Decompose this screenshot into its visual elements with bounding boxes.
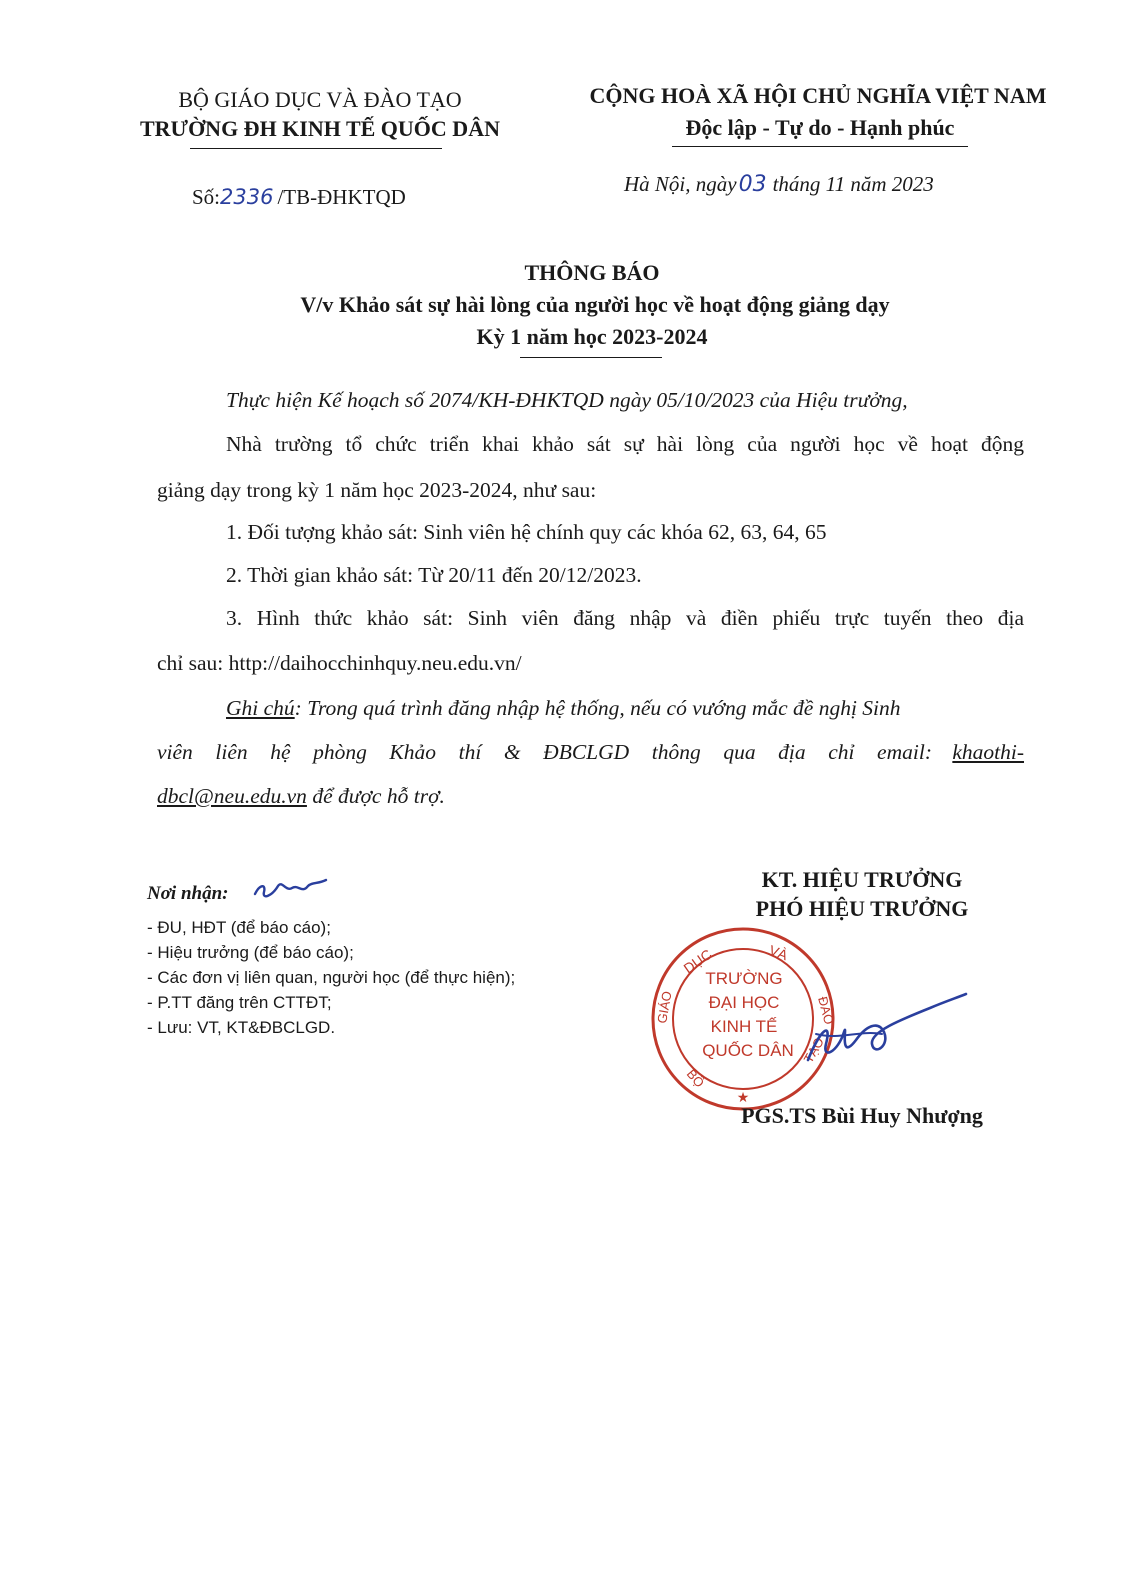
motto-underline bbox=[672, 146, 968, 147]
note-label: Ghi chú bbox=[226, 696, 295, 720]
signature-title-1: KT. HIỆU TRƯỞNG bbox=[761, 867, 963, 892]
recipient-item: - Lưu: VT, KT&ĐBCLGD. bbox=[147, 1018, 336, 1037]
seal-line: ĐẠI HỌC bbox=[708, 993, 780, 1012]
note-line-2-text: viên liên hệ phòng Khảo thí & ĐBCLGD thông qua địa chỉ email: bbox=[157, 740, 932, 764]
national-motto: Độc lập - Tự do - Hạnh phúc bbox=[685, 115, 955, 140]
email-link-part-1[interactable]: khaothi- bbox=[952, 740, 1024, 764]
date-prefix: Hà Nội, ngày bbox=[624, 172, 737, 196]
note-line-1-text: : Trong quá trình đăng nhập hệ thống, nếu có vướng mắc đề nghị Sinh bbox=[294, 696, 901, 720]
list-item-3-line-1: 3. Hình thức khảo sát: Sinh viên đăng nhập và điền phiếu trực tuyến theo địa bbox=[226, 606, 1024, 630]
document-date bbox=[624, 172, 934, 197]
document-number bbox=[192, 185, 406, 210]
para-line-2: giảng dạy trong kỳ 1 năm học 2023-2024, như sau: bbox=[157, 478, 597, 502]
svg-text:ĐÀO: ĐÀO bbox=[815, 994, 837, 1026]
svg-text:BỘ: BỘ bbox=[683, 1066, 708, 1091]
note-line-3-text: để được hỗ trợ. bbox=[306, 784, 445, 808]
recipients-label: Nơi nhận: bbox=[147, 883, 229, 904]
handwritten-signature bbox=[780, 990, 970, 1070]
date-month-year: tháng 11 năm 2023 bbox=[772, 172, 934, 196]
list-item-2: 2. Thời gian khảo sát: Từ 20/11 đến 20/12/2023. bbox=[226, 563, 642, 587]
notice-subject: V/v Khảo sát sự hài lòng của người học về hoạt động giảng dạy bbox=[300, 292, 890, 317]
note-line-3 bbox=[157, 784, 445, 809]
svg-text:TẠO: TẠO bbox=[800, 1034, 827, 1066]
list-item-1: 1. Đối tượng khảo sát: Sinh viên hệ chính quy các khóa 62, 63, 64, 65 bbox=[226, 520, 827, 544]
svg-text:DỤC: DỤC bbox=[680, 945, 715, 977]
date-day-handwritten: 03 bbox=[738, 172, 767, 197]
para-line-1: Nhà trường tổ chức triển khai khảo sát sự hài lòng của người học về hoạt động bbox=[226, 432, 1024, 456]
doc-number-handwritten: 2336 bbox=[220, 185, 274, 209]
seal-line: KINH TẾ bbox=[710, 1017, 778, 1036]
republic-title: CỘNG HOÀ XÃ HỘI CHỦ NGHĨA VIỆT NAM bbox=[589, 83, 1047, 108]
recipients-label-row bbox=[147, 883, 228, 905]
svg-text:GIÁO: GIÁO bbox=[654, 989, 675, 1025]
recipient-initials-mark bbox=[252, 876, 328, 902]
note-line-2 bbox=[157, 740, 1024, 765]
university-underline bbox=[190, 148, 442, 149]
signature-title-2: PHÓ HIỆU TRƯỞNG bbox=[755, 896, 969, 921]
notice-title: THÔNG BÁO bbox=[524, 260, 660, 285]
email-link-part-2[interactable]: dbcl@neu.edu.vn bbox=[157, 784, 307, 808]
seal-line: TRƯỜNG bbox=[705, 969, 783, 988]
list-item-3-line-2: chỉ sau: http://daihocchinhquy.neu.edu.vn/ bbox=[157, 651, 522, 675]
svg-text:★: ★ bbox=[736, 1091, 750, 1106]
doc-number-suffix: /TB-ĐHKTQD bbox=[277, 185, 406, 209]
university-name: TRƯỜNG ĐH KINH TẾ QUỐC DÂN bbox=[140, 116, 500, 141]
recipient-item: - P.TT đăng trên CTTĐT; bbox=[147, 993, 332, 1012]
recipient-item: - Các đơn vị liên quan, người học (để thực hiện); bbox=[147, 968, 516, 987]
ministry-name: BỘ GIÁO DỤC VÀ ĐÀO TẠO bbox=[178, 87, 462, 112]
intro-line: Thực hiện Kế hoạch số 2074/KH-ĐHKTQD ngày 05/10/2023 của Hiệu trưởng, bbox=[226, 388, 908, 412]
doc-number-prefix: Số: bbox=[192, 185, 221, 209]
recipient-item: - ĐU, HĐT (để báo cáo); bbox=[147, 918, 331, 937]
signer-name: PGS.TS Bùi Huy Nhượng bbox=[741, 1103, 983, 1128]
title-underline bbox=[520, 357, 662, 358]
recipient-item: - Hiệu trưởng (để báo cáo); bbox=[147, 943, 354, 962]
notice-term: Kỳ 1 năm học 2023-2024 bbox=[476, 324, 708, 349]
seal-line: QUỐC DÂN bbox=[702, 1041, 794, 1060]
note-line-1 bbox=[226, 696, 901, 721]
svg-text:VÀ: VÀ bbox=[766, 941, 791, 964]
